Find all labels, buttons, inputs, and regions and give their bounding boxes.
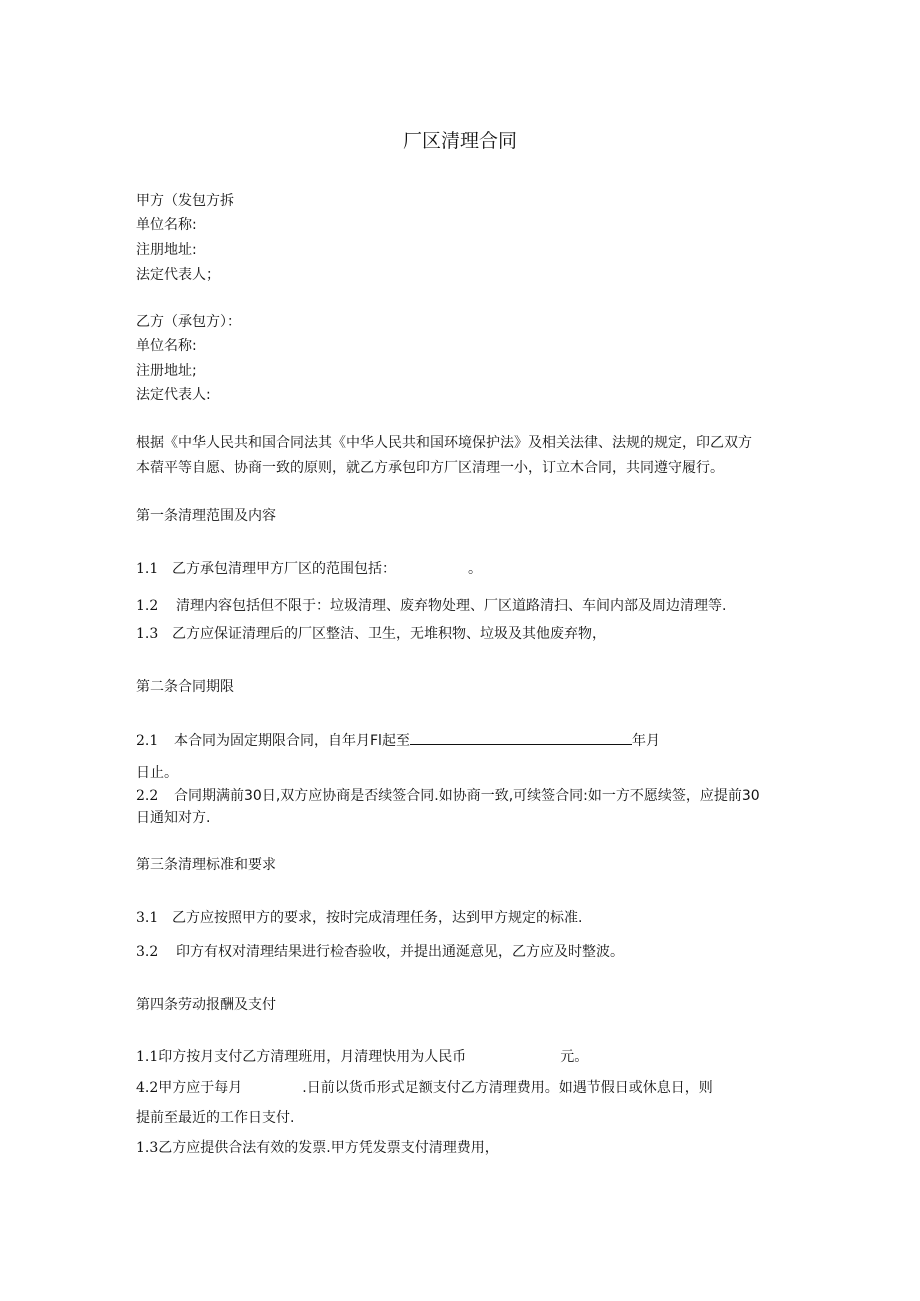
date-underline-field	[410, 730, 632, 745]
party-b-reg-address: 注册地址;	[136, 363, 197, 379]
party-a-legal-rep: 法定代表人；	[136, 267, 220, 283]
clause-2-1	[136, 730, 660, 751]
clause-number: 4.2	[136, 1080, 159, 1096]
clause-text: 乙方应按照甲方的要求，按时完成清理任务，达到甲方规定的标准.	[172, 910, 583, 926]
clause-end: 年月	[631, 733, 660, 749]
party-b-legal-rep: 法定代表人:	[136, 387, 211, 403]
article-3-heading: 第三条清理标准和要求	[136, 857, 276, 873]
clause-2-2-continuation: 日通知对方.	[136, 810, 211, 826]
clause-number: 2.2	[136, 788, 159, 804]
party-a-unit-name: 单位名称:	[136, 217, 197, 233]
clause-text: 乙方应提供合法有效的发票.甲方凭发票支付清理费用，	[158, 1140, 499, 1156]
clause-3-2	[136, 942, 624, 962]
party-b-heading: 乙方（承包方）：	[136, 314, 241, 330]
clause-end: 。	[468, 561, 482, 577]
clause-number: 1.1	[136, 1049, 159, 1065]
article-2-heading: 第二条合同期限	[136, 679, 234, 695]
clause-number: 2.1	[136, 733, 159, 749]
clause-number: 1.1	[136, 561, 159, 577]
clause-number: 1.3	[136, 626, 159, 642]
clause-text: 甲方应于每月	[158, 1080, 243, 1096]
preamble-line-1: 根据《中华人民共和国合同法其《中华人民共和国环境保护法》及相关法律、法规的规定，印乙双方	[136, 435, 752, 451]
clause-4-2	[136, 1078, 713, 1098]
party-a-heading: 甲方（发包方拆	[136, 193, 234, 209]
party-a-reg-address: 注朋地址:	[136, 242, 197, 258]
party-b-unit-name: 单位名称:	[136, 338, 197, 354]
clause-1-1	[136, 559, 482, 579]
article-4-heading: 第四条劳动报酬及支付	[136, 997, 276, 1013]
clause-4-3	[136, 1138, 499, 1158]
clause-end: 元。	[560, 1049, 589, 1065]
clause-2-1-continuation: 日止。	[136, 765, 178, 781]
clause-1-2	[136, 596, 726, 616]
clause-text: 印方有权对清理结果进行检杳验收，并提出通涎意见，乙方应及时整波。	[176, 944, 624, 960]
clause-2-2	[136, 786, 760, 806]
clause-text: 清理内容包括但不限于：垃圾清理、废弃物处理、厂区道路清扫、车间内部及周边清理等.	[176, 598, 727, 614]
clause-1-3	[136, 624, 606, 644]
clause-text: 乙方承包清理甲方厂区的范围包括：	[172, 561, 396, 577]
preamble-line-2: 本蓿平等自愿、协商一致的原则，就乙方承包印方厂区清理一小，订立木合同，共同遵守履行。	[136, 460, 724, 476]
clause-number: 1.3	[136, 1140, 159, 1156]
clause-text: 印方按月支付乙方清理班用，月清理快用为人民币	[158, 1049, 467, 1065]
clause-number: 3.1	[136, 910, 159, 926]
clause-text: 乙方应保证清理后的厂区整洁、卫生，无堆积物、垃圾及其他废弃物，	[172, 626, 606, 642]
clause-text-continued: .日前以货币形式足额支付乙方清理费用。如遇节假日或休息日，则	[302, 1080, 713, 1096]
clause-3-1	[136, 908, 582, 928]
article-1-heading: 第一条清理范围及内容	[136, 508, 276, 524]
clause-4-1	[136, 1047, 588, 1067]
clause-4-2-continuation: 提前至最近的工作日支付.	[136, 1110, 295, 1126]
document-title: 厂区清理合同	[402, 130, 517, 152]
clause-number: 1.2	[136, 598, 159, 614]
clause-text: 本合同为固定期限合同，自年月Fl起至	[174, 733, 410, 749]
clause-number: 3.2	[136, 944, 159, 960]
clause-text: 合同期满前30日,双方应协商是否续签合同.如协商一致,可续签合同:如一方不愿续签，应提前30	[174, 788, 760, 804]
